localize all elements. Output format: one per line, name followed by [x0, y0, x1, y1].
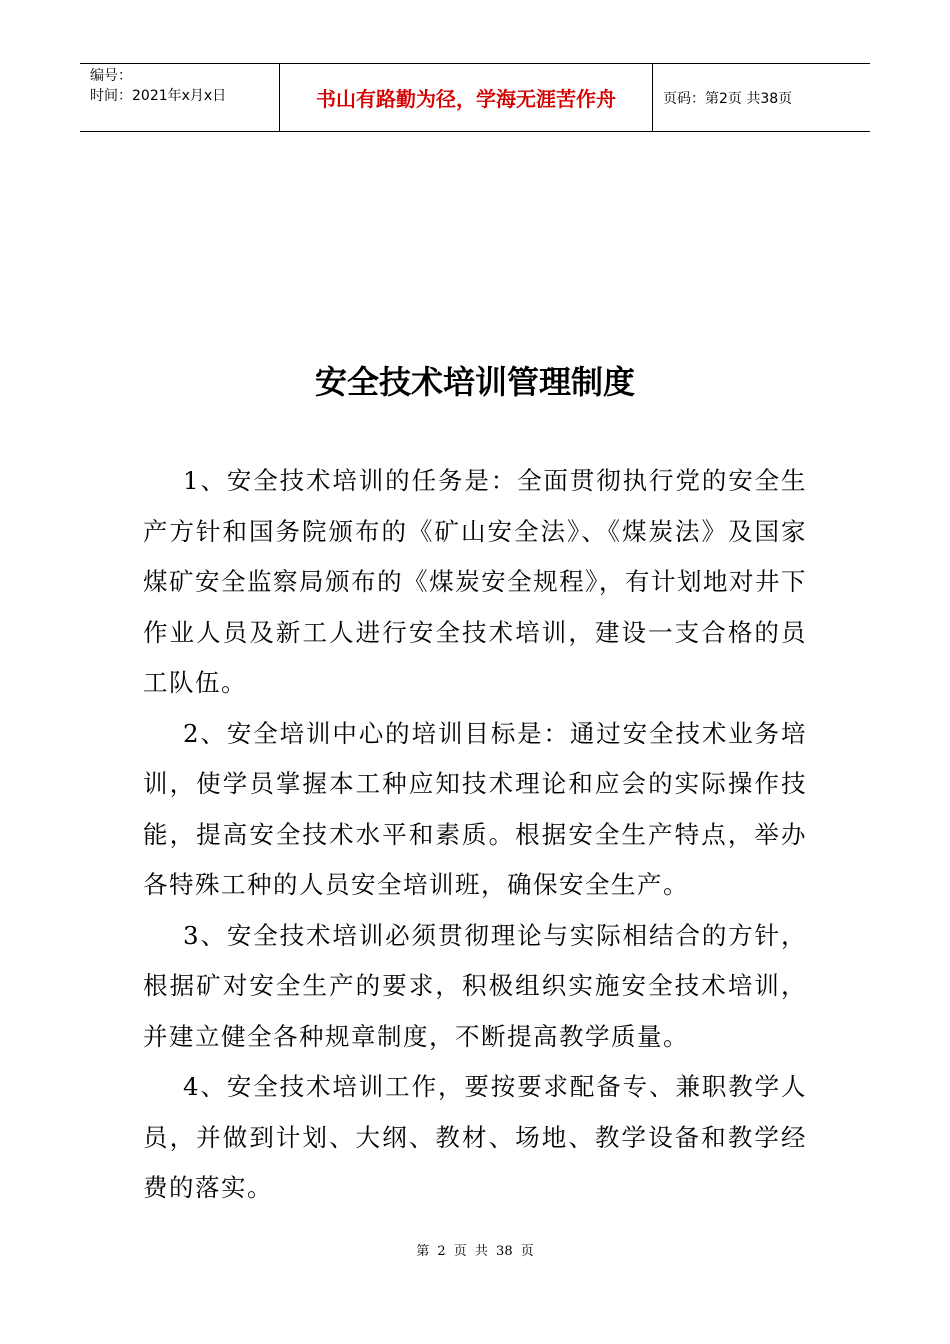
paragraph-3: 3、安全技术培训必须贯彻理论与实际相结合的方针，根据矿对安全生产的要求，积极组织实施安全技术培训，并建立健全各种规章制度，不断提高教学质量。	[143, 920, 807, 1051]
header-page-info: 页码：第2页 共38页	[663, 90, 793, 107]
header-motto: 书山有路勤为径，学海无涯苦作舟	[280, 64, 653, 131]
document-title: 安全技术培训管理制度	[314, 363, 635, 401]
page-header	[80, 63, 870, 132]
document-time-label: 时间：2021年x月x日	[90, 88, 227, 104]
document-number-label: 编号：	[90, 68, 132, 84]
document-body	[143, 456, 807, 1214]
page-footer: 第 2 页 共 38 页	[416, 1244, 534, 1259]
paragraph-2: 2、安全培训中心的培训目标是：通过安全技术业务培训，使学员掌握本工种应知技术理论和应会的实际操作技能，提高安全技术水平和素质。根据安全生产特点，举办各特殊工种的人员安全培训班，确保安全生产。	[143, 718, 807, 899]
header-meta	[80, 64, 280, 131]
paragraph-1: 1、安全技术培训的任务是：全面贯彻执行党的安全生产方针和国务院颁布的《矿山安全法》、《煤炭法》及国家煤矿安全监察局颁布的《煤炭安全规程》，有计划地对井下作业人员及新工人进行安全技术培训，建设一支合格的员工队伍。	[143, 466, 807, 697]
paragraph-4: 4、安全技术培训工作，要按要求配备专、兼职教学人员，并做到计划、大纲、教材、场地、教学设备和教学经费的落实。	[143, 1072, 807, 1202]
